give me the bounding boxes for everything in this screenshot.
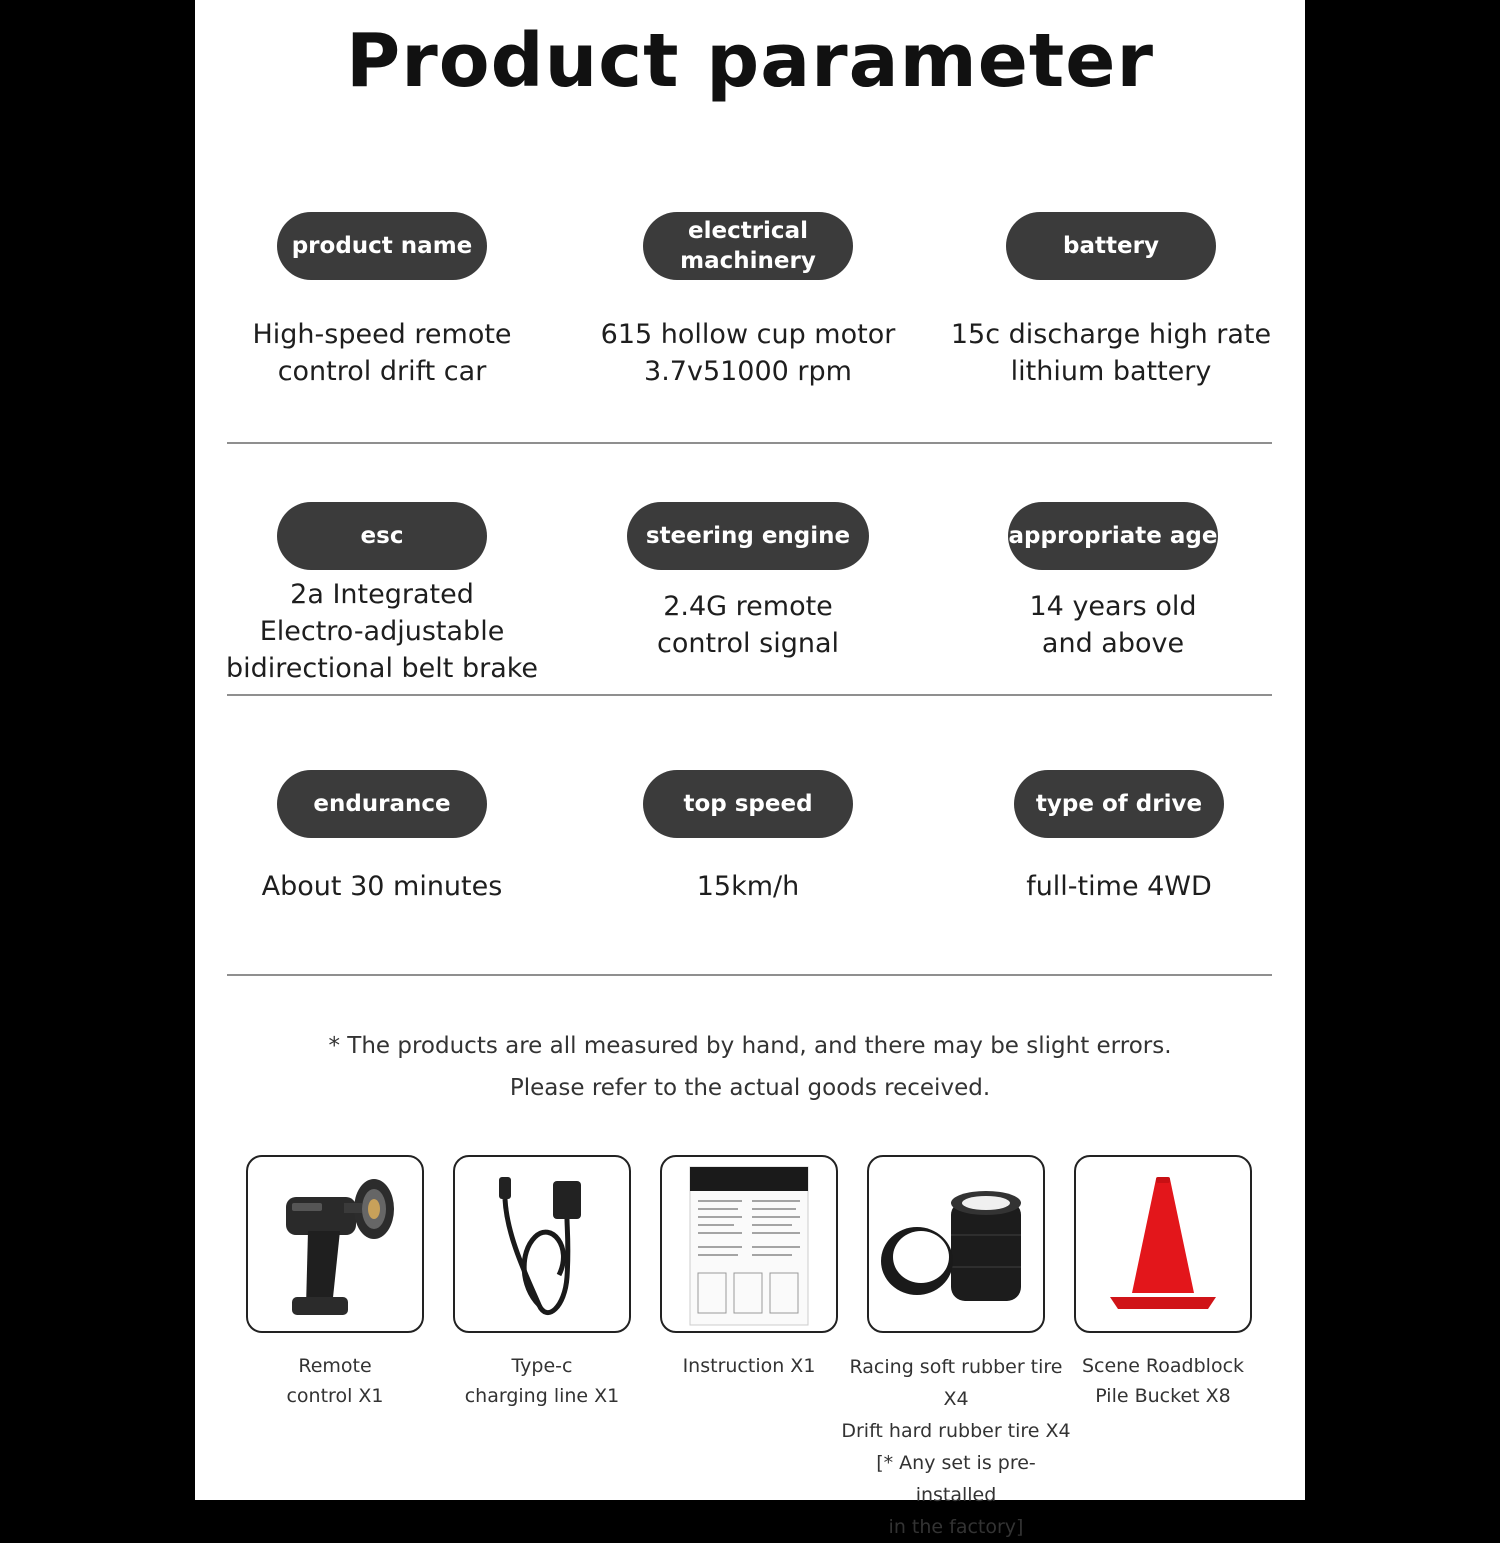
param-label: esc [277,502,487,570]
page-title: Product parameter [346,18,1154,104]
param-label: appropriate age [1008,502,1218,570]
row-divider [227,974,1272,976]
param-esc [202,502,562,687]
product-parameter-sheet [195,0,1305,1538]
param-label: endurance [277,770,487,838]
traffic-cone-icon [1074,1155,1252,1333]
param-value: 2a Integrated Electro-adjustable bidirectional belt brake [225,579,539,684]
accessory-roadblock [1074,1155,1252,1411]
accessory-charging-line [453,1155,631,1411]
note-line: Please refer to the actual goods received. [509,1075,991,1101]
accessory-remote-control [246,1155,424,1411]
param-endurance [202,770,562,905]
measurement-note [195,1025,1305,1109]
param-value: 2.4G remote control signal [656,591,840,659]
param-type-of-drive [939,770,1299,905]
param-value: 615 hollow cup motor 3.7v51000 rpm [600,319,896,387]
usb-cable-icon [453,1155,631,1333]
param-label: type of drive [1014,770,1224,838]
param-value: 15c discharge high rate lithium battery [950,319,1272,387]
param-value: full-time 4WD [1026,871,1212,902]
param-battery [931,212,1291,390]
remote-control-icon [246,1155,424,1333]
param-value: High-speed remote control drift car [252,319,512,387]
param-top-speed [568,770,928,905]
param-label: steering engine [627,502,869,570]
accessory-caption: Racing soft rubber tire X4 Drift hard rubber tire X4 [* Any set is pre-installed in the factory] [841,1356,1071,1538]
instruction-sheet-icon [660,1155,838,1333]
accessory-caption: Instruction X1 [682,1355,816,1377]
row-divider [227,442,1272,444]
param-appropriate-age [933,502,1293,662]
row-divider [227,694,1272,696]
param-electrical-machinery [568,212,928,390]
accessory-caption: Scene Roadblock Pile Bucket X8 [1081,1355,1245,1407]
param-label: product name [277,212,487,280]
param-value: About 30 minutes [261,871,503,902]
rubber-tires-icon [867,1155,1045,1333]
param-value: 15km/h [696,871,800,902]
param-product-name [202,212,562,390]
accessory-tires [841,1155,1071,1543]
param-label: battery [1006,212,1216,280]
param-label: top speed [643,770,853,838]
param-steering-engine [568,502,928,662]
note-line: * The products are all measured by hand, and there may be slight errors. [328,1033,1172,1059]
accessory-instruction [660,1155,838,1381]
param-value: 14 years old and above [1029,591,1197,659]
accessory-caption: Remote control X1 [286,1355,384,1407]
param-label: electrical machinery [643,212,853,280]
accessory-caption: Type-c charging line X1 [464,1355,620,1407]
